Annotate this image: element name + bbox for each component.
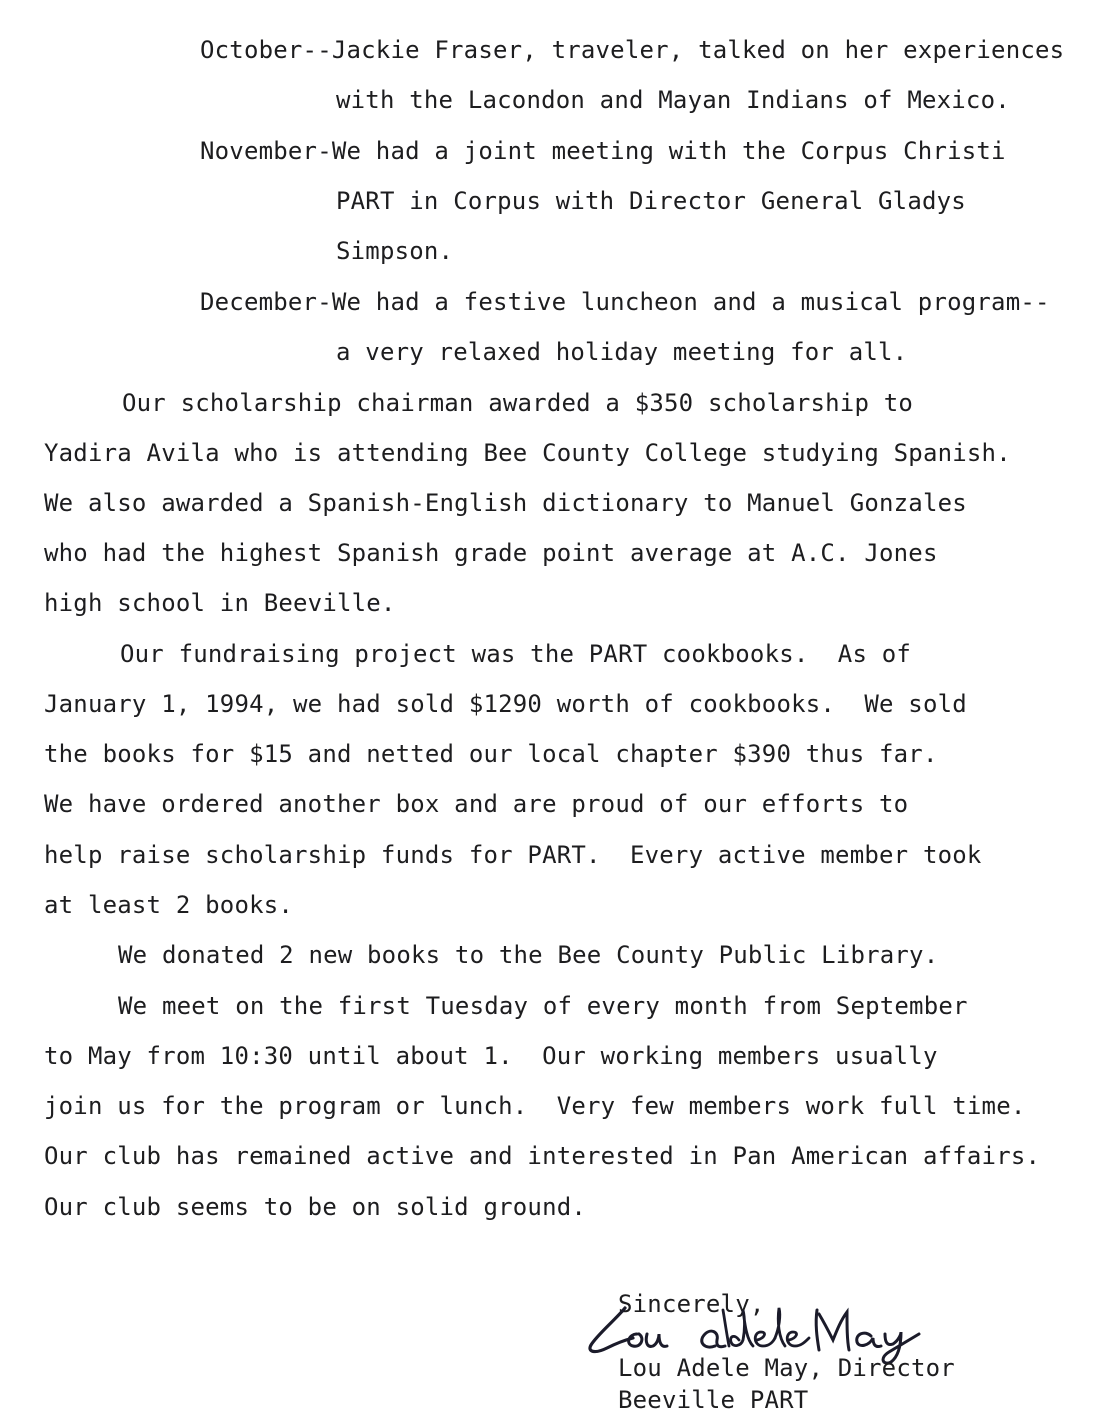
body-line: November-We had a joint meeting with the Corpus Christi	[200, 137, 1006, 165]
signer-name-title: Lou Adele May, Director	[618, 1354, 955, 1382]
body-line: October--Jackie Fraser, traveler, talked on her experiences	[200, 36, 1065, 64]
body-line: We have ordered another box and are proud of our efforts to	[44, 790, 909, 818]
body-line: We meet on the first Tuesday of every month from September	[118, 992, 968, 1020]
body-line: Yadira Avila who is attending Bee County College studying Spanish.	[44, 439, 1011, 467]
body-line: PART in Corpus with Director General Gladys	[336, 187, 966, 215]
closing-salutation: Sincerely,	[618, 1290, 765, 1318]
body-line: help raise scholarship funds for PART. Every active member took	[44, 841, 982, 869]
body-line: Our scholarship chairman awarded a $350 scholarship to	[122, 389, 914, 417]
body-line: with the Lacondon and Mayan Indians of Mexico.	[336, 86, 1010, 114]
signer-organization: Beeville PART	[618, 1386, 809, 1414]
body-line: We also awarded a Spanish-English dictionary to Manuel Gonzales	[44, 489, 967, 517]
body-line: at least 2 books.	[44, 891, 294, 919]
body-line: to May from 10:30 until about 1. Our working members usually	[44, 1042, 938, 1070]
body-line: Simpson.	[336, 237, 454, 265]
body-line: a very relaxed holiday meeting for all.	[336, 338, 908, 366]
body-line: December-We had a festive luncheon and a musical program--	[200, 288, 1050, 316]
body-line: the books for $15 and netted our local chapter $390 thus far.	[44, 740, 938, 768]
body-line: high school in Beeville.	[44, 589, 396, 617]
body-line: Our fundraising project was the PART cookbooks. As of	[120, 640, 912, 668]
body-line: join us for the program or lunch. Very few members work full time.	[44, 1092, 1026, 1120]
body-line: We donated 2 new books to the Bee County Public Library.	[118, 941, 939, 969]
body-line: Our club has remained active and interested in Pan American affairs.	[44, 1142, 1041, 1170]
body-line: January 1, 1994, we had sold $1290 worth of cookbooks. We sold	[44, 690, 967, 718]
body-line: who had the highest Spanish grade point average at A.C. Jones	[44, 539, 938, 567]
body-line: Our club seems to be on solid ground.	[44, 1193, 587, 1221]
